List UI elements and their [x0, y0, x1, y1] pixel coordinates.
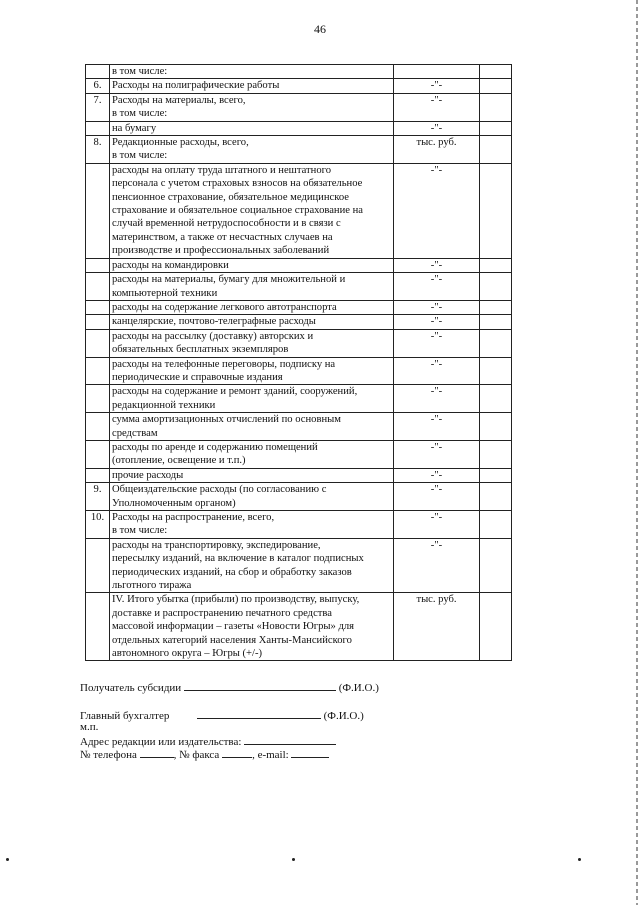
row-number — [86, 593, 110, 661]
row-item-name — [110, 258, 394, 272]
row-number — [86, 258, 110, 272]
row-unit: -"- — [394, 483, 480, 511]
table-row — [86, 315, 512, 329]
row-item-name — [110, 538, 394, 593]
recipient-blank[interactable] — [184, 680, 336, 691]
scan-mark — [292, 858, 295, 861]
table-row — [86, 538, 512, 593]
recipient-label: Получатель субсидии — [80, 682, 182, 694]
stamp-line — [80, 721, 98, 734]
row-item-line: персонала с учетом страховых взносов на обязательное — [112, 178, 363, 190]
row-item-name — [110, 65, 394, 79]
email-label: , e-mail: — [252, 749, 289, 761]
table-row — [86, 93, 512, 121]
row-value-cell[interactable] — [480, 273, 512, 301]
row-item-line: отдельных категорий населения Ханты-Мансийского — [112, 634, 352, 646]
row-value-cell[interactable] — [480, 440, 512, 468]
table-row — [86, 385, 512, 413]
row-value-cell[interactable] — [480, 136, 512, 164]
row-number — [86, 163, 110, 258]
row-item-line: Общеиздательские расходы (по согласованию с — [112, 484, 327, 496]
row-item-line: компьютерной техники — [112, 287, 218, 299]
row-unit: -"- — [394, 300, 480, 314]
row-number — [86, 121, 110, 135]
row-unit: -"- — [394, 329, 480, 357]
row-item-name — [110, 300, 394, 314]
row-item-line: доставке и распространению печатного средства — [112, 607, 332, 619]
address-label: Адрес редакции или издательства: — [80, 736, 242, 748]
page-number: 46 — [314, 22, 326, 36]
row-item-name — [110, 385, 394, 413]
row-unit: -"- — [394, 468, 480, 482]
row-number — [86, 440, 110, 468]
row-number — [86, 385, 110, 413]
table-row — [86, 329, 512, 357]
row-unit: тыс. руб. — [394, 593, 480, 661]
row-unit: тыс. руб. — [394, 136, 480, 164]
row-item-name — [110, 440, 394, 468]
contacts-line — [80, 747, 329, 762]
row-item-line: расходы на рассылку (доставку) авторских и — [112, 330, 314, 342]
table-row — [86, 483, 512, 511]
table-row — [86, 163, 512, 258]
row-item-name — [110, 163, 394, 258]
row-item-line: расходы на содержание и ремонт зданий, сооружений, — [112, 386, 358, 398]
row-unit: -"- — [394, 93, 480, 121]
row-item-line: прочие расходы — [112, 469, 184, 481]
accountant-suffix: (Ф.И.О.) — [323, 710, 364, 722]
table-row — [86, 273, 512, 301]
row-item-line: расходы на телефонные переговоры, подписку на — [112, 358, 336, 370]
table-row — [86, 511, 512, 539]
row-number — [86, 300, 110, 314]
row-item-line: расходы на оплату труда штатного и нештатного — [112, 164, 331, 176]
row-item-name — [110, 413, 394, 441]
row-unit: -"- — [394, 121, 480, 135]
row-number: 8. — [86, 136, 110, 164]
row-item-name — [110, 273, 394, 301]
row-item-line: материнством, а также от несчастных случаев на — [112, 231, 333, 243]
row-item-line: (отопление, освещение и т.п.) — [112, 455, 246, 467]
table-row — [86, 65, 512, 79]
table-row — [86, 413, 512, 441]
row-item-line: средствам — [112, 427, 158, 439]
row-value-cell[interactable] — [480, 65, 512, 79]
row-item-line: массовой информации – газеты «Новости Югры» для — [112, 621, 355, 633]
row-number — [86, 65, 110, 79]
row-item-line: периодических изданий, на сбор и обработку заказов — [112, 566, 352, 578]
row-item-line: Расходы на материалы, всего, — [112, 94, 246, 106]
table-row — [86, 468, 512, 482]
row-unit: -"- — [394, 79, 480, 93]
row-unit: -"- — [394, 385, 480, 413]
row-item-line: страхование и обязательное социальное страхование на — [112, 205, 363, 217]
scan-mark — [6, 858, 9, 861]
scan-edge — [636, 0, 638, 905]
fax-blank[interactable] — [222, 747, 252, 758]
row-item-name — [110, 468, 394, 482]
row-unit: -"- — [394, 163, 480, 258]
row-item-line: льготного тиража — [112, 580, 192, 592]
row-item-name — [110, 593, 394, 661]
recipient-suffix: (Ф.И.О.) — [338, 682, 379, 694]
row-number — [86, 315, 110, 329]
row-item-name — [110, 315, 394, 329]
table-row — [86, 300, 512, 314]
row-item-name — [110, 79, 394, 93]
row-number — [86, 538, 110, 593]
row-item-name — [110, 93, 394, 121]
phone-blank[interactable] — [140, 747, 174, 758]
row-item-line: производстве и профессиональных заболеваний — [112, 245, 330, 257]
fax-label: , № факса — [173, 749, 220, 761]
scan-mark — [578, 858, 581, 861]
row-item-name — [110, 329, 394, 357]
table-row — [86, 79, 512, 93]
table-row — [86, 440, 512, 468]
row-item-name — [110, 136, 394, 164]
row-item-name — [110, 483, 394, 511]
row-number: 9. — [86, 483, 110, 511]
row-value-cell[interactable] — [480, 258, 512, 272]
row-item-line: в том числе: — [112, 525, 168, 537]
row-item-line: автономного округа – Югры (+/-) — [112, 648, 263, 660]
row-number — [86, 413, 110, 441]
row-number — [86, 273, 110, 301]
row-item-line: случай временной нетрудоспособности и в связи с — [112, 218, 341, 230]
address-blank[interactable] — [244, 734, 336, 745]
row-unit — [394, 65, 480, 79]
row-number: 10. — [86, 511, 110, 539]
row-unit: -"- — [394, 413, 480, 441]
row-unit: -"- — [394, 440, 480, 468]
row-unit: -"- — [394, 315, 480, 329]
accountant-label: Главный бухгалтер — [80, 710, 170, 722]
row-unit: -"- — [394, 511, 480, 539]
row-value-cell[interactable] — [480, 468, 512, 482]
row-item-line: расходы на транспортировку, экспедирование, — [112, 539, 321, 551]
row-item-line: сумма амортизационных отчислений по основным — [112, 414, 341, 426]
recipient-line — [80, 680, 379, 695]
accountant-line — [80, 708, 364, 723]
row-item-line: пенсионное страхование, обязательное медицинское — [112, 191, 349, 203]
row-item-line: расходы на командировки — [112, 259, 229, 271]
table-row — [86, 136, 512, 164]
row-item-line: в том числе: — [112, 66, 168, 77]
stamp-label: м.п. — [80, 721, 99, 733]
row-item-line: расходы на содержание легкового автотранспорта — [112, 301, 337, 313]
accountant-blank[interactable] — [197, 708, 321, 719]
row-value-cell[interactable] — [480, 413, 512, 441]
row-item-line: Расходы на распространение, всего, — [112, 512, 275, 523]
row-item-line: обязательных бесплатных экземпляров — [112, 344, 289, 356]
row-item-line: в том числе: — [112, 150, 168, 162]
row-value-cell[interactable] — [480, 385, 512, 413]
row-item-name — [110, 511, 394, 539]
row-number: 6. — [86, 79, 110, 93]
row-item-line: редакционной техники — [112, 399, 216, 411]
row-value-cell[interactable] — [480, 121, 512, 135]
row-item-line: в том числе: — [112, 108, 168, 120]
row-number: 7. — [86, 93, 110, 121]
row-item-line: периодические и справочные издания — [112, 371, 283, 383]
table-row — [86, 121, 512, 135]
row-value-cell[interactable] — [480, 300, 512, 314]
row-value-cell[interactable] — [480, 511, 512, 539]
row-number — [86, 468, 110, 482]
row-unit: -"- — [394, 258, 480, 272]
row-item-line: расходы по аренде и содержанию помещений — [112, 441, 318, 453]
email-blank[interactable] — [291, 747, 329, 758]
row-value-cell[interactable] — [480, 483, 512, 511]
row-item-line: на бумагу — [112, 122, 157, 134]
row-value-cell[interactable] — [480, 329, 512, 357]
row-item-line: IV. Итого убытка (прибыли) по производству, выпуску, — [112, 594, 360, 606]
row-item-line: Уполномоченным органом) — [112, 497, 236, 509]
row-item-line: Расходы на полиграфические работы — [112, 80, 280, 92]
row-value-cell[interactable] — [480, 93, 512, 121]
row-value-cell[interactable] — [480, 163, 512, 258]
row-item-line: канцелярские, почтово-телеграфные расходы — [112, 316, 316, 328]
row-item-line: Редакционные расходы, всего, — [112, 137, 249, 149]
row-value-cell[interactable] — [480, 538, 512, 593]
row-number — [86, 329, 110, 357]
row-item-line: расходы на материалы, бумагу для множительной и — [112, 274, 346, 286]
row-unit: -"- — [394, 357, 480, 385]
row-value-cell[interactable] — [480, 357, 512, 385]
table-body — [86, 65, 512, 661]
expense-table — [85, 64, 512, 661]
row-value-cell[interactable] — [480, 593, 512, 661]
row-item-name — [110, 121, 394, 135]
row-unit: -"- — [394, 273, 480, 301]
row-value-cell[interactable] — [480, 315, 512, 329]
row-number — [86, 357, 110, 385]
row-unit: -"- — [394, 538, 480, 593]
phone-label: № телефона — [80, 749, 137, 761]
table-row — [86, 258, 512, 272]
row-item-name — [110, 357, 394, 385]
table-row — [86, 593, 512, 661]
row-item-line: пересылку изданий, на включение в каталог подписных — [112, 553, 364, 565]
row-value-cell[interactable] — [480, 79, 512, 93]
table-row — [86, 357, 512, 385]
